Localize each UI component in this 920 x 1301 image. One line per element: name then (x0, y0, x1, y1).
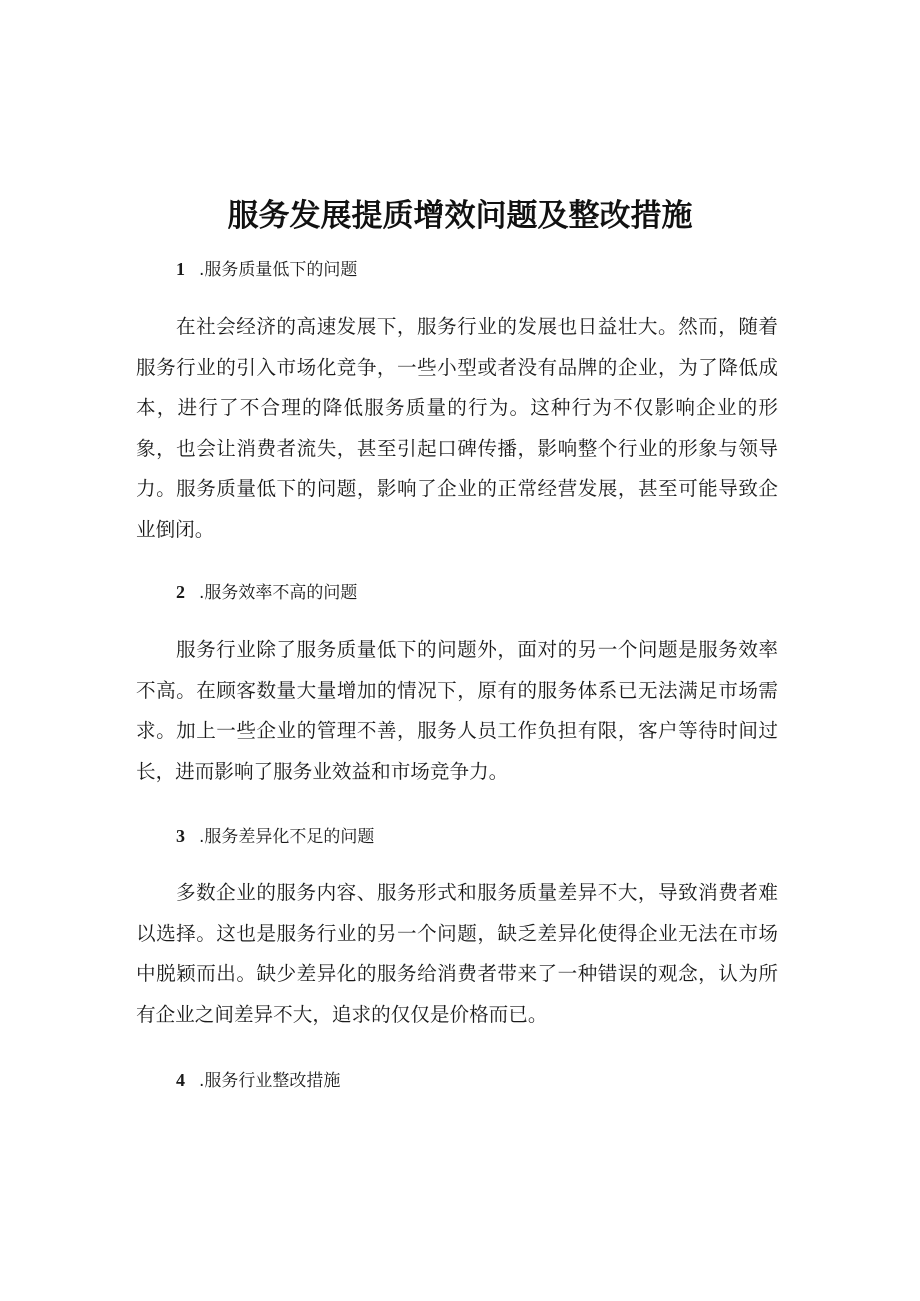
section-heading-text-1: .服务质量低下的问题 (199, 260, 358, 280)
section-heading-4 (176, 1067, 340, 1094)
section-number-4: 4 (176, 1070, 185, 1090)
section-paragraph-1: 在社会经济的高速发展下，服务行业的发展也日益壮大。然而，随着服务行业的引入市场化竞争，一些小型或者没有品牌的企业，为了降低成本，进行了不合理的降低服务质量的行为。这种行为不仅影响企业的形象，也会让消费者流失，甚至引起口碑传播，影响整个行业的形象与领导力。服务质量低下的问题，影响了企业的正常经营发展，甚至可能导致企业倒闭。 (136, 315, 778, 541)
section-heading-3 (176, 823, 374, 850)
document-title: 服务发展提质增效问题及整改措施 (227, 198, 693, 234)
section-heading-2 (176, 579, 357, 606)
section-number-3: 3 (176, 826, 185, 846)
section-heading-1 (176, 256, 357, 283)
section-paragraph-3: 多数企业的服务内容、服务形式和服务质量差异不大，导致消费者难以选择。这也是服务行业的另一个问题，缺乏差异化使得企业无法在市场中脱颖而出。缺少差异化的服务给消费者带来了一种错误的观念，认为所有企业之间差异不大，追求的仅仅是价格而已。 (136, 881, 778, 1026)
section-number-2: 2 (176, 582, 185, 602)
section-heading-text-3: .服务差异化不足的问题 (199, 827, 375, 847)
section-number-1: 1 (176, 259, 185, 279)
section-heading-text-4: .服务行业整改措施 (199, 1071, 341, 1091)
section-heading-text-2: .服务效率不高的问题 (199, 583, 358, 603)
section-paragraph-2: 服务行业除了服务质量低下的问题外，面对的另一个问题是服务效率不高。在顾客数量大量增加的情况下，原有的服务体系已无法满足市场需求。加上一些企业的管理不善，服务人员工作负担有限，客户等待时间过长，进而影响了服务业效益和市场竞争力。 (136, 638, 778, 783)
